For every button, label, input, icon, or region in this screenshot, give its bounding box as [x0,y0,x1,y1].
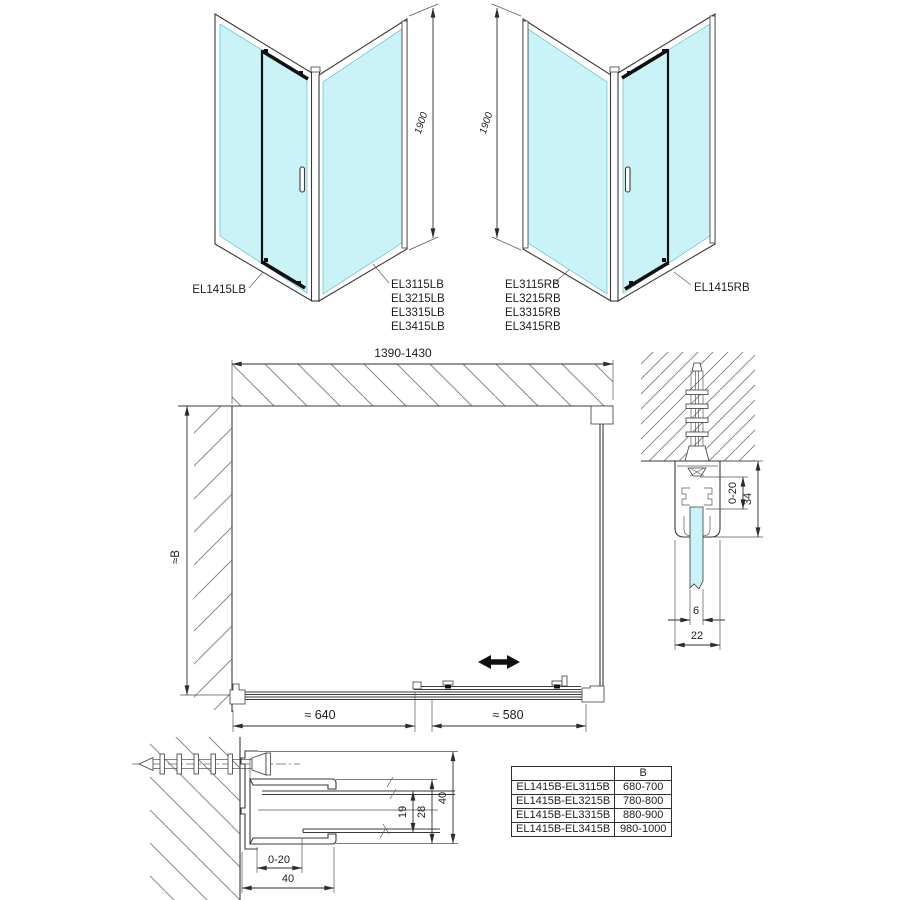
panel-model-label: EL3115LB [391,279,444,291]
break-mark [380,824,389,838]
door-stop-bracket [562,676,567,686]
panel-model-label: EL3415LB [391,321,445,333]
door-roller [443,681,453,689]
table-header-b: B [615,767,672,781]
door-model-label: EL1415RB [694,282,750,294]
depth-dimension-label: ≈B [170,550,182,564]
model-combo-cell: EL1415B-EL3415B [512,823,615,837]
corner-cap [311,67,320,72]
fixed-panel-dimension-label: ≈ 640 [304,708,336,722]
door-roller [552,681,562,689]
panel-model-label: EL3315RB [505,307,561,319]
guide-icon [264,258,268,262]
table-corner-cell [512,767,615,781]
model-combo-cell: EL1415B-EL3115B [512,781,615,795]
leader-line [674,272,691,285]
spec-table [511,766,672,837]
panel-model-label: EL3215LB [391,293,445,305]
frame-profile-arm [250,834,336,844]
width-dimension-label: 1390-1430 [374,346,432,360]
roller-icon [299,71,303,75]
b-range-cell: 780-800 [615,795,672,809]
panel-model-label: EL3215RB [505,293,561,305]
plan-view [170,346,613,732]
roller-icon [627,71,631,75]
table-row [512,781,672,795]
table-row [512,823,672,837]
door-handle [300,167,305,192]
roller-icon [662,49,666,53]
wall-profile [710,16,715,243]
door-edge-bracket [413,682,421,689]
wall-profile-plan-detail [132,737,458,900]
front-left-view [192,4,445,333]
adjust-dimension-label: 0-20 [267,854,291,866]
b-range-cell: 880-900 [615,809,672,823]
corner-cap [610,67,619,72]
door-model-label: EL1415LB [192,284,246,296]
wall-hatch-left [194,406,232,710]
corner-profile [611,71,619,301]
leader-line [249,272,263,288]
leader-line [373,264,389,283]
guide-icon [629,281,633,285]
glass-inset-dimension-label: 19 [397,805,409,819]
b-range-cell: 680-700 [615,781,672,795]
total-depth-dimension-label: 40 [437,791,449,805]
wall-profile [402,21,407,248]
panel-model-label: EL3415RB [505,321,561,333]
extension-line [409,237,438,250]
door-dimension-label: ≈ 580 [492,708,524,722]
wall-hatch-top [232,364,613,406]
frame-profile-arm [250,779,336,789]
b-range-cell: 980-1000 [615,823,672,837]
panel-model-label: EL3115RB [505,279,560,291]
corner-profile [312,71,320,301]
break-mark [387,777,396,799]
height-dimension-label: 1900 [412,110,431,136]
height-dimension-label: 1900 [477,110,496,136]
profile-width-dimension-label: 40 [281,873,295,885]
glass-adjust-dimension-label: 0-20 [727,481,739,505]
front-right-view [478,4,750,333]
model-combo-cell: EL1415B-EL3315B [512,809,615,823]
frame-depth-dimension-label: 28 [416,805,428,819]
glass-pane [690,507,703,589]
table-row [512,795,672,809]
corner-profile-plan [582,686,604,702]
extension-line [409,4,438,16]
panel-wall-bracket [591,406,613,424]
guide-icon [297,281,301,285]
model-combo-cell: EL1415B-EL3215B [512,795,615,809]
door-handle [626,167,631,192]
panel-model-label: EL3315LB [391,307,445,319]
extension-line [492,237,521,250]
roller-icon [264,49,268,53]
glass-thickness-dimension-label: 6 [692,605,700,617]
wall-profile-section-detail [641,352,763,650]
guide-icon [662,258,666,262]
profile-depth-dimension-label: 34 [742,492,754,506]
extension-line [492,4,521,16]
table-row [512,809,672,823]
wall-profile [523,21,528,248]
profile-width-dimension-label: 22 [690,630,704,642]
slide-direction-arrow-icon [478,655,520,669]
